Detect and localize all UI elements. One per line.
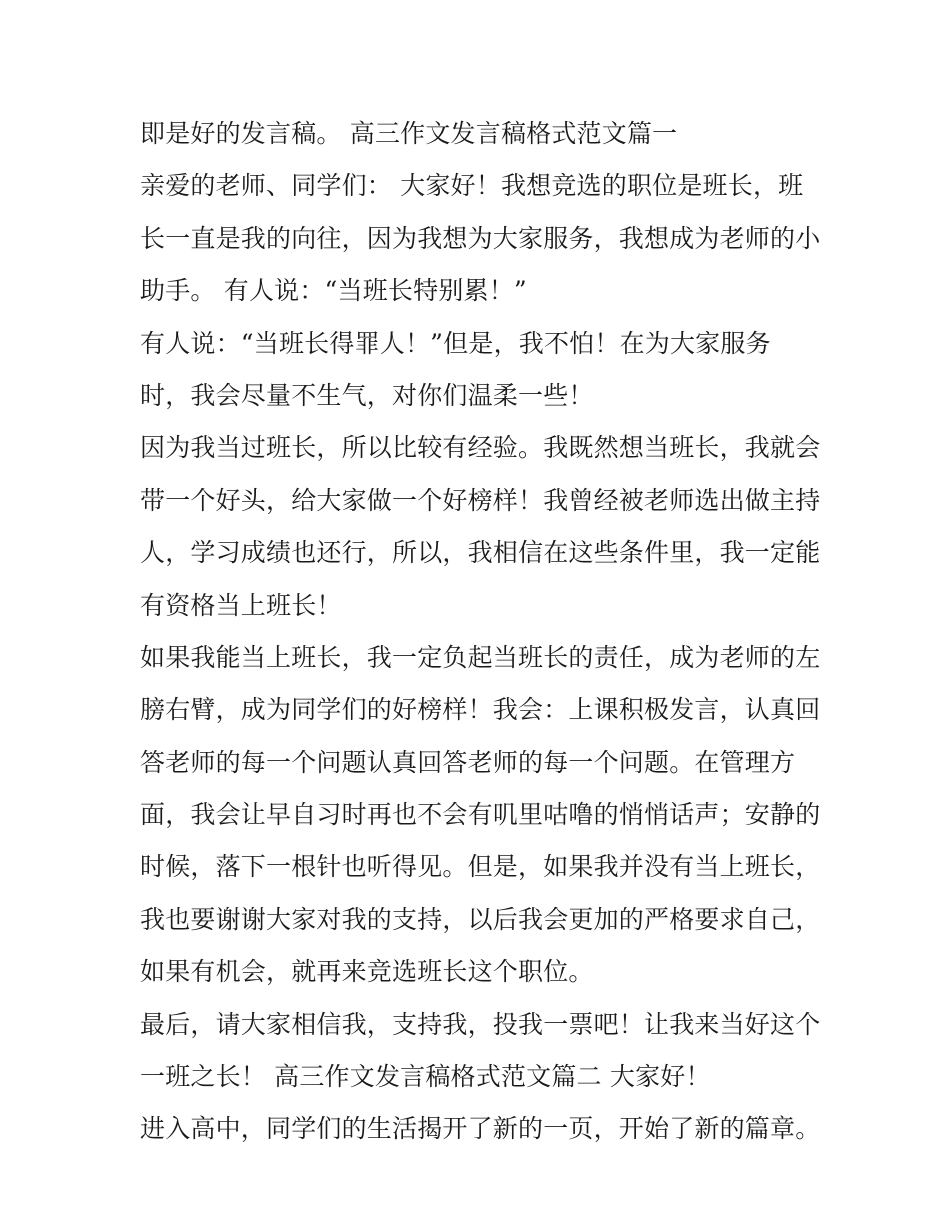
text-line: 进入高中，同学们的生活揭开了新的一页，开始了新的篇章。 (140, 1114, 821, 1144)
text-line: 带一个好头，给大家做一个好榜样！我曾经被老师选出做主持 (140, 485, 821, 515)
text-line: 亲爱的老师、同学们： 大家好！我想竞选的职位是班长，班 (140, 171, 804, 201)
text-line: 长一直是我的向往，因为我想为大家服务，我想成为老师的小 (140, 223, 821, 253)
text-line: 如果我能当上班长，我一定负起当班长的责任，成为老师的左 (140, 642, 821, 672)
text-line: 助手。 有人说：“当班长特别累！” (140, 276, 527, 306)
text-line: 即是好的发言稿。 高三作文发言稿格式范文篇一 (140, 119, 678, 148)
text-line: 答老师的每一个问题认真回答老师的每一个问题。在管理方 (140, 747, 796, 777)
text-line: 时候，落下一根针也听得见。但是，如果我并没有当上班长， (140, 852, 821, 882)
text-line: 我也要谢谢大家对我的支持，以后我会更加的严格要求自己， (140, 904, 821, 934)
text-line: 面，我会让早自习时再也不会有叽里咕噜的悄悄话声；安静的 (140, 800, 821, 830)
text-line: 有资格当上班长！ (140, 590, 342, 620)
text-line: 膀右臂，成为同学们的好榜样！我会：上课积极发言，认真回 (140, 695, 821, 725)
text-line: 最后，请大家相信我，支持我，投我一票吧！让我来当好这个 (140, 1009, 821, 1039)
text-line: 因为我当过班长，所以比较有经验。我既然想当班长，我就会 (140, 433, 821, 463)
text-line: 如果有机会，就再来竞选班长这个职位。 (140, 957, 594, 987)
text-line: 人，学习成绩也还行，所以，我相信在这些条件里，我一定能 (140, 538, 821, 568)
text-line: 时，我会尽量不生气，对你们温柔一些！ (140, 380, 594, 410)
text-line: 一班之长！ 高三作文发言稿格式范文篇二 大家好！ (140, 1062, 711, 1092)
document-body (140, 108, 830, 1156)
text-line: 有人说：“当班长得罪人！”但是，我不怕！在为大家服务 (140, 328, 771, 358)
